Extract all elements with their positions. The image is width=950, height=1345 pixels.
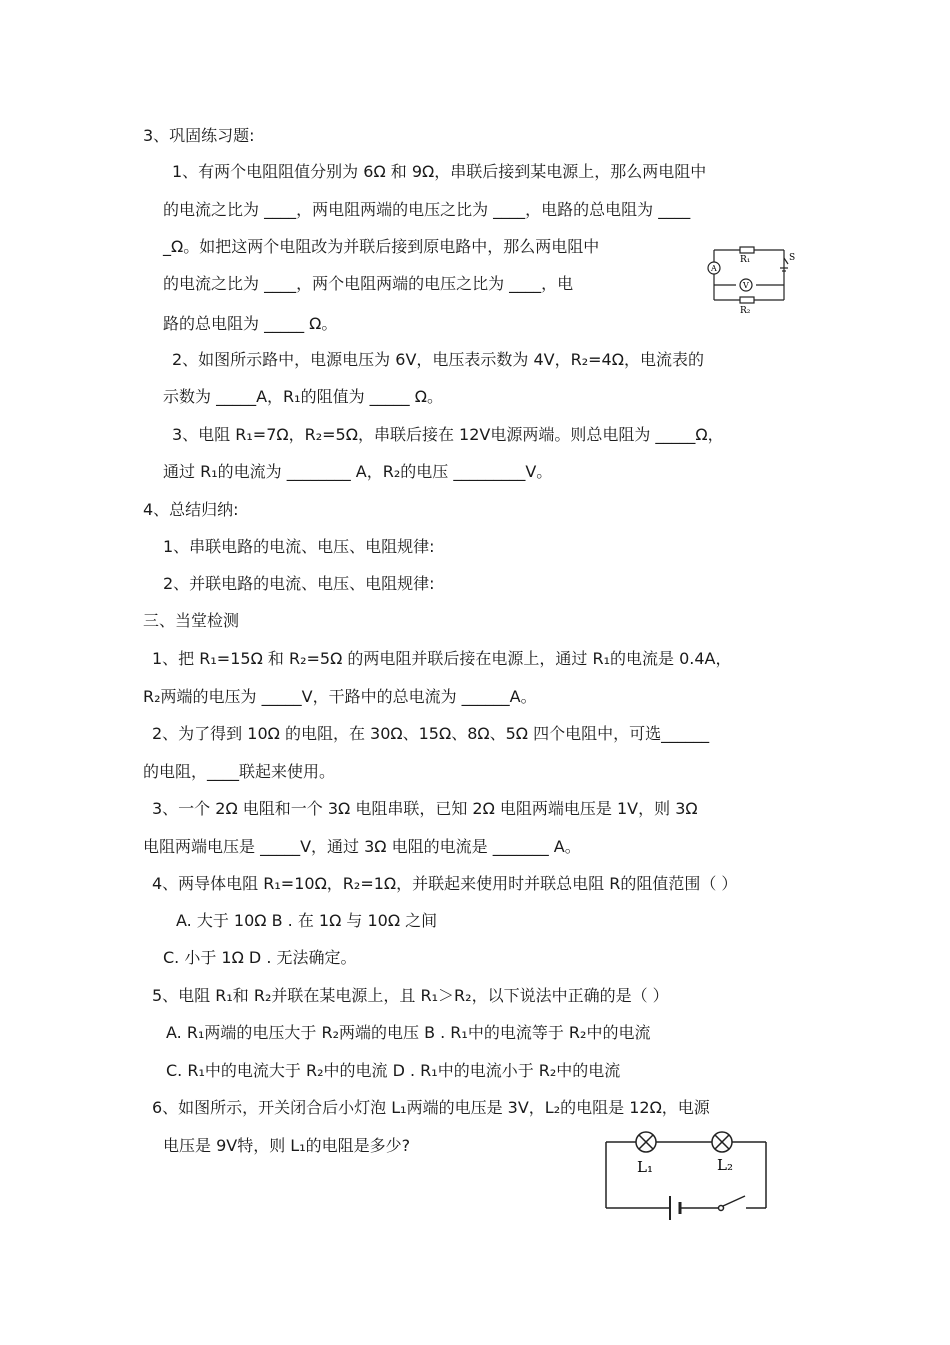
text-line: 电阻两端电压是 _____V，通过 3Ω 电阻的电流是 _______ A。 [143, 837, 581, 856]
switch-label: S [789, 253, 796, 263]
text-line: 电压是 9V特，则 L₁的电阻是多少? [163, 1136, 411, 1155]
r2-label: R₂ [740, 306, 751, 316]
lamp-l1-label: L₁ [637, 1158, 653, 1176]
text-line: 示数为 _____A，R₁的阻值为 _____ Ω。 [163, 387, 443, 406]
text-line: 2、如图所示路中，电源电压为 6V，电压表示数为 4V，R₂=4Ω，电流表的 [172, 350, 704, 369]
text-line: 2、为了得到 10Ω 的电阻，在 30Ω、15Ω、8Ω、5Ω 四个电阻中，可选______ [152, 724, 710, 743]
ammeter-label: A [711, 264, 717, 273]
text-line: 的电流之比为 ____，两个电阻两端的电压之比为 ____，电 [163, 274, 574, 293]
text-line: 4、两导体电阻 R₁=10Ω，R₂=1Ω，并联起来使用时并联总电阻 R的阻值范围（ ） [152, 874, 738, 893]
option-line: A. 大于 10Ω B . 在 1Ω 与 10Ω 之间 [176, 911, 438, 930]
lamp-l2-label: L₂ [717, 1156, 733, 1174]
text-line: 通过 R₁的电流为 ________ A，R₂的电压 _________V。 [163, 462, 553, 481]
text-line: 1、把 R₁=15Ω 和 R₂=5Ω 的两电阻并联后接在电源上，通过 R₁的电流是 0.4A， [152, 649, 732, 668]
circuit-diagram-1 [700, 240, 800, 320]
option-line: C. 小于 1Ω D . 无法确定。 [163, 948, 357, 967]
text-line: 1、串联电路的电流、电压、电阻规律: [163, 537, 435, 556]
text-line: 1、有两个电阻阻值分别为 6Ω 和 9Ω，串联后接到某电源上，那么两电阻中 [172, 162, 707, 181]
option-line: C. R₁中的电流大于 R₂中的电流 D . R₁中的电流小于 R₂中的电流 [166, 1061, 621, 1080]
section-heading: 3、巩固练习题: [143, 126, 255, 145]
text-line: 3、一个 2Ω 电阻和一个 3Ω 电阻串联，已知 2Ω 电阻两端电压是 1V，则 3Ω [152, 799, 698, 818]
voltmeter-label: V [743, 281, 749, 290]
r1-label: R₁ [740, 255, 751, 265]
text-line: 5、电阻 R₁和 R₂并联在某电源上，且 R₁＞R₂，以下说法中正确的是（ ） [152, 986, 669, 1005]
option-line: A. R₁两端的电压大于 R₂两端的电压 B . R₁中的电流等于 R₂中的电流 [166, 1023, 651, 1042]
text-line: 的电阻，____联起来使用。 [143, 762, 336, 781]
text-line: 2、并联电路的电流、电压、电阻规律: [163, 574, 435, 593]
section-heading: 三、当堂检测 [143, 611, 240, 630]
section-heading: 4、总结归纳: [143, 500, 239, 519]
text-line: R₂两端的电压为 _____V，干路中的总电流为 ______A。 [143, 687, 537, 706]
text-line: 6、如图所示，开关闭合后小灯泡 L₁两端的电压是 3V，L₂的电阻是 12Ω，电源 [152, 1098, 710, 1117]
text-line: 3、电阻 R₁=7Ω，R₂=5Ω，串联后接在 12V电源两端。则总电阻为 _____Ω， [172, 425, 724, 444]
text-line: _Ω。如把这两个电阻改为并联后接到原电路中，那么两电阻中 [163, 237, 600, 256]
text-line: 的电流之比为 ____，两电阻两端的电压之比为 ____，电路的总电阻为 ____ [163, 200, 691, 219]
circuit-diagram-2 [600, 1120, 775, 1230]
text-line: 路的总电阻为 _____ Ω。 [163, 314, 338, 333]
